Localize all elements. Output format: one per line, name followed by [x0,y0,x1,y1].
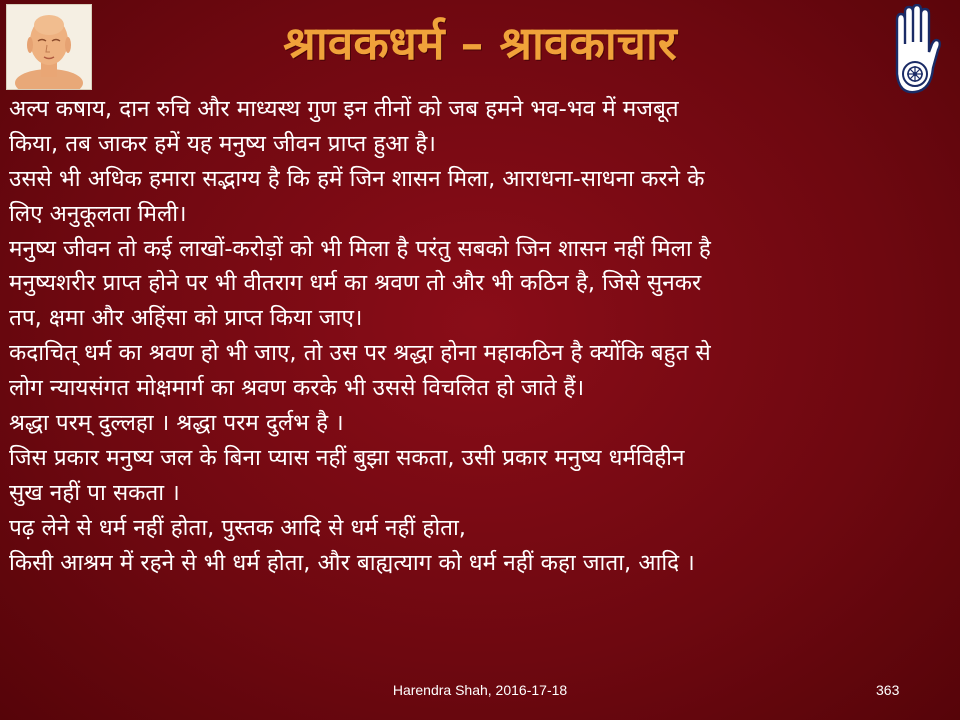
slide-title: श्रावकधर्म – श्रावकाचार [283,16,677,70]
page-number: 363 [876,682,900,698]
jain-monk-portrait-icon [6,4,92,90]
footer-author: Harendra Shah, 2016-17-18 [392,682,568,698]
body-line: श्रद्धा परम् दुल्लहा । श्रद्धा परम दुर्लभ है । [9,410,344,437]
body-line: लोग न्यायसंगत मोक्षमार्ग का श्रवण करके भी उससे विचलित हो जाते हैं। [9,375,585,402]
body-line: अल्प कषाय, दान रुचि और माध्यस्थ गुण इन तीनों को जब हमने भव-भव में मजबूत [9,96,679,122]
body-line: पढ़ लेने से धर्म नहीं होता, पुस्तक आदि से धर्म नहीं होता, [9,514,466,541]
body-line: लिए अनुकूलता मिली। [9,200,187,227]
body-line: जिस प्रकार मनुष्य जल के बिना प्यास नहीं बुझा सकता, उसी प्रकार मनुष्य धर्मविहीन [9,444,685,471]
body-line: किया, तब जाकर हमें यह मनुष्य जीवन प्राप्त हुआ है। [9,130,436,157]
body-line: किसी आश्रम में रहने से भी धर्म होता, और बाह्यत्याग को धर्म नहीं कहा जाता, आदि । [9,549,695,576]
body-line: कदाचित् धर्म का श्रवण हो भी जाए, तो उस पर श्रद्धा होना महाकठिन है क्योंकि बहुत से [9,340,711,367]
body-line: उससे भी अधिक हमारा सद्भाग्य है कि हमें जिन शासन मिला, आराधना-साधना करने के [9,165,705,192]
slide-body [9,92,954,580]
body-line: मनुष्यशरीर प्राप्त होने पर भी वीतराग धर्म का श्रवण तो और भी कठिन है, जिसे सुनकर [9,270,702,297]
body-line: मनुष्य जीवन तो कई लाखों-करोड़ों को भी मिला है परंतु सबको जिन शासन नहीं मिला है [9,235,711,262]
ahimsa-hand-icon [885,4,945,96]
body-line: सुख नहीं पा सकता । [9,479,180,506]
body-line: तप, क्षमा और अहिंसा को प्राप्त किया जाए। [9,305,363,332]
